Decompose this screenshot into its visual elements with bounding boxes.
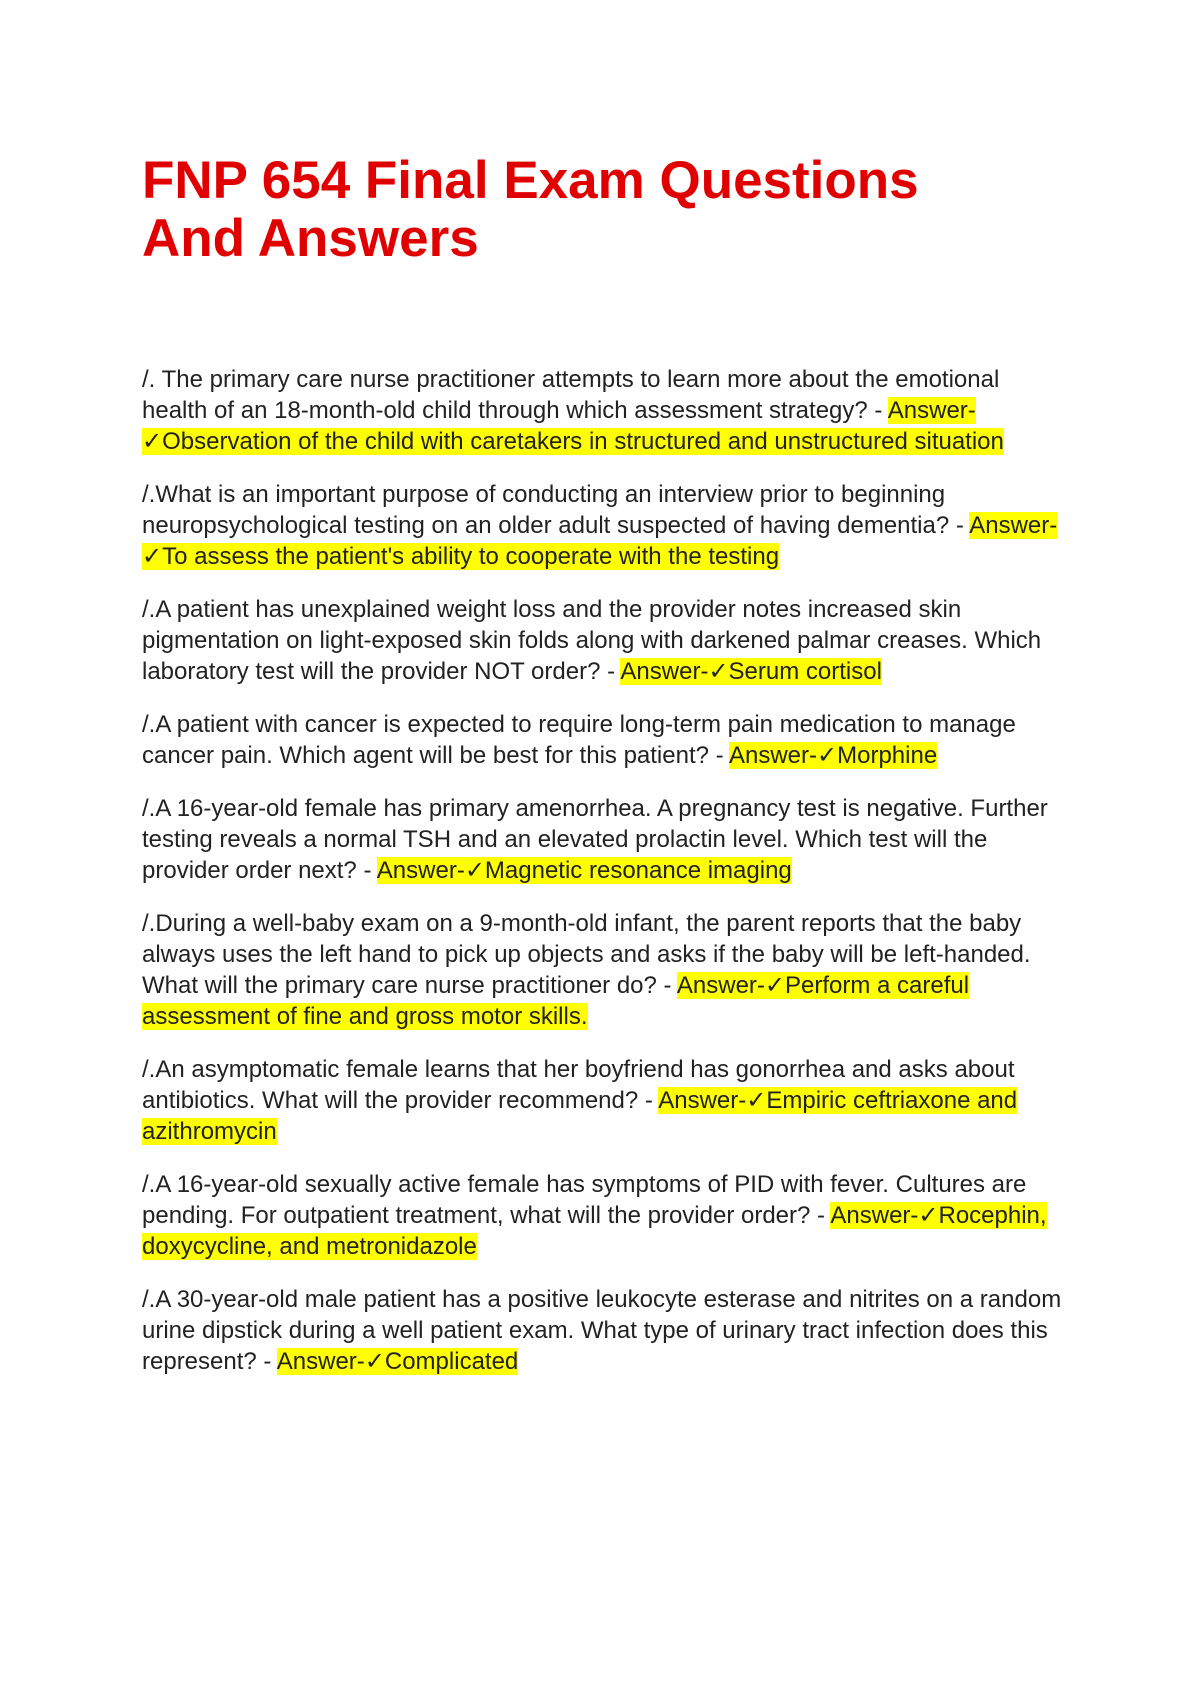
question-text: /.A 16-year-old sexually active female has symptoms of PID with fever. Cultures are pending. For outpatient treatment, what will the provider order? - [142,1171,1027,1229]
qa-list [142,364,1080,1377]
qa-item [142,709,1067,771]
answer-text: Answer-✓Empiric ceftriaxone and azithromycin [142,1087,1018,1145]
question-text: /.A patient with cancer is expected to require long-term pain medication to manage cancer pain. Which agent will be best for this patient? - [142,711,1016,769]
answer-text: Answer-✓Serum cortisol [620,658,882,685]
question-text: /.What is an important purpose of conducting an interview prior to beginning neuropsychological testing on an older adult suspected of having dementia? - [142,481,970,539]
answer-text: Answer-✓Magnetic resonance imaging [376,857,792,884]
document-title: FNP 654 Final Exam Questions And Answers [142,151,919,268]
qa-item [142,1054,1067,1147]
qa-item [142,364,1067,457]
qa-item [142,594,1067,687]
question-text: /.A patient has unexplained weight loss and the provider notes increased skin pigmentation on light-exposed skin folds along with darkened palmar creases. Which laboratory test will the provider NOT order? - [142,596,1042,685]
question-text: /.An asymptomatic female learns that her boyfriend has gonorrhea and asks about antibiotics. What will the provider recommend? - [142,1056,1015,1114]
answer-text: Answer-✓Observation of the child with caretakers in structured and unstructured situation [142,397,1004,455]
qa-item [142,1284,1067,1377]
question-text: /.A 30-year-old male patient has a positive leukocyte esterase and nitrites on a random urine dipstick during a well patient exam. What type of urinary tract infection does this represent? - [142,1286,1062,1375]
question-text: /. The primary care nurse practitioner attempts to learn more about the emotional health of an 18-month-old child through which assessment strategy? - [142,366,1000,424]
qa-item [142,908,1067,1032]
answer-text: Answer-✓Morphine [728,742,938,769]
answer-text: Answer-✓Perform a careful assessment of fine and gross motor skills. [142,972,970,1030]
question-text: /.During a well-baby exam on a 9-month-old infant, the parent reports that the baby always uses the left hand to pick up objects and asks if the baby will be left-handed. What will the primary care nurse practitioner do? - [142,910,1031,999]
answer-text: Answer-✓Rocephin, doxycycline, and metronidazole [142,1202,1047,1260]
qa-item [142,793,1067,886]
question-text: /.A 16-year-old female has primary amenorrhea. A pregnancy test is negative. Further testing reveals a normal TSH and an elevated prolactin level. Which test will the provider order next? - [142,795,1048,884]
answer-text: Answer-✓To assess the patient's ability to cooperate with the testing [142,512,1058,570]
qa-item [142,479,1067,572]
qa-item [142,1169,1067,1262]
answer-text: Answer-✓Complicated [276,1348,519,1375]
